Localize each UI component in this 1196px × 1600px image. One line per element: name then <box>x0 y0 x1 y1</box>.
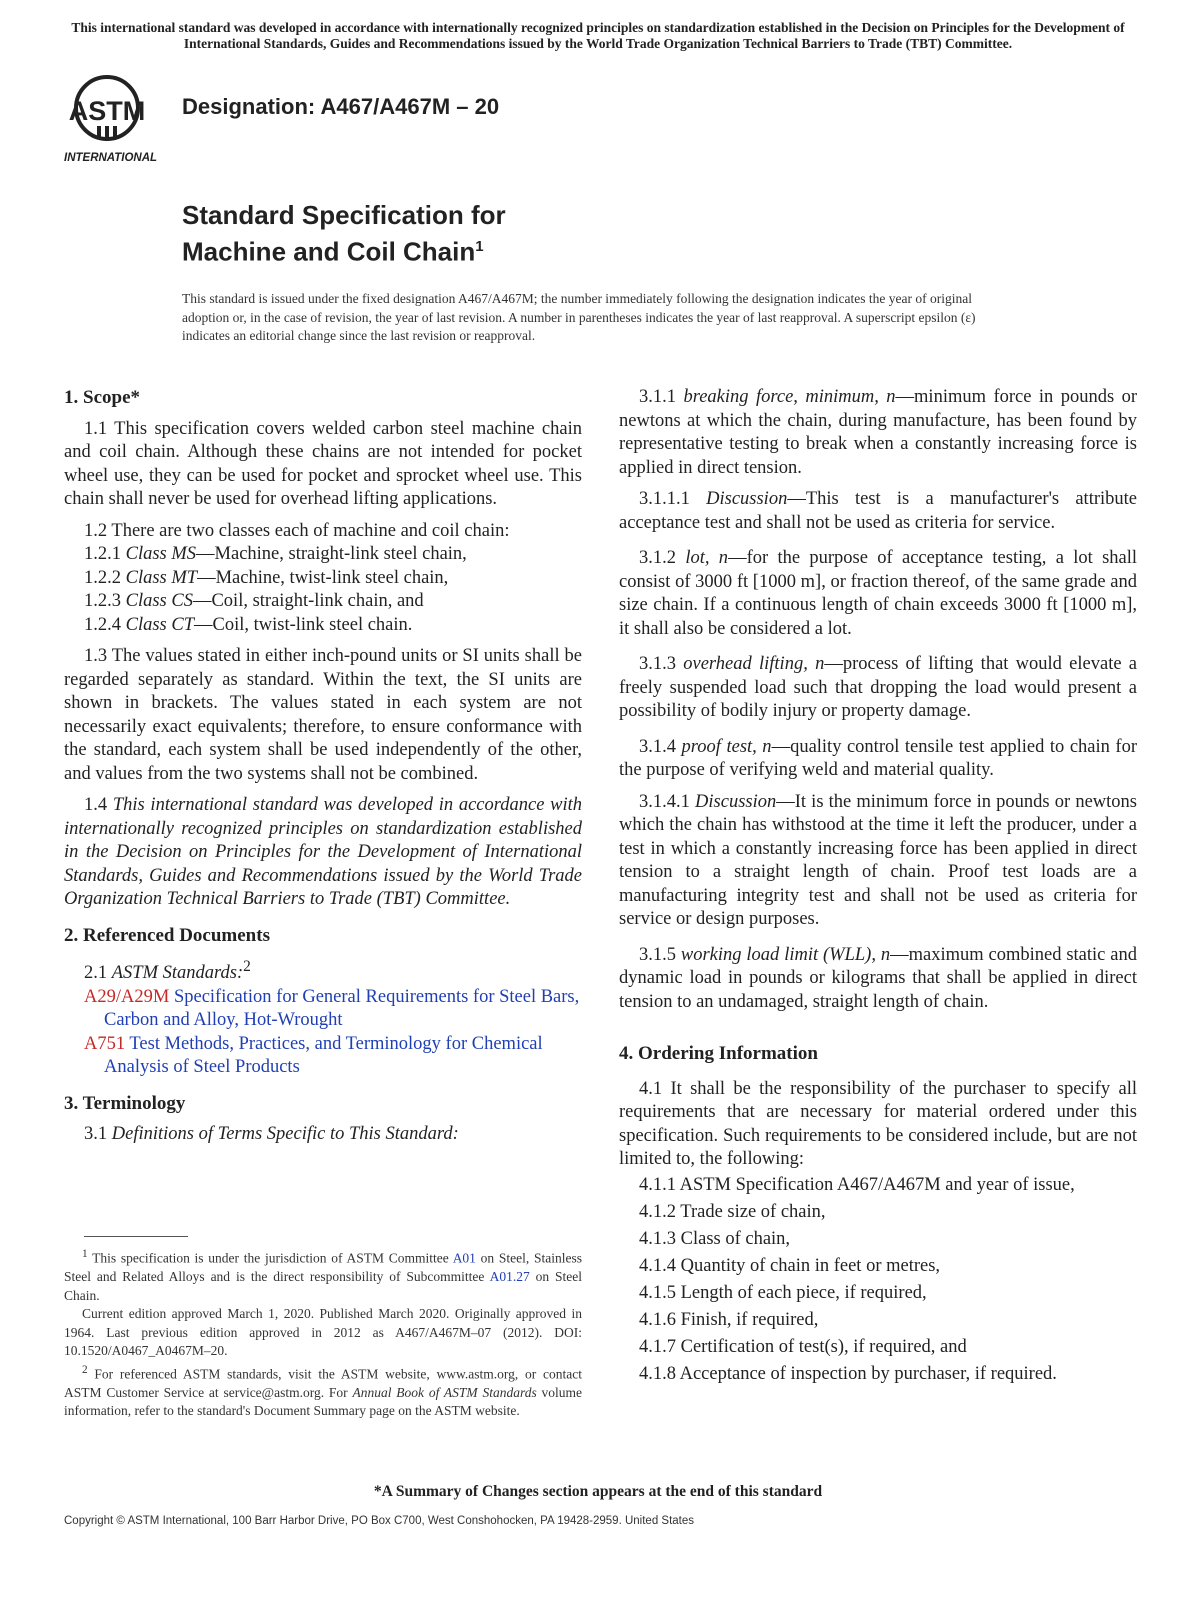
footnote-2: $^2$ For referenced ASTM standards, visit the ASTM website, www.astm.org, or contact ASTM Customer Service at service@astm.org. For Annual Book of ASTM Standards volume information, refer to the standard's Document Summary page on the ASTM website. <box>64 1363 583 1418</box>
list-item: 4.1.7 Certification of test(s), if required, and <box>639 1336 967 1357</box>
para-1-3: 1.3 The values stated in either inch-pound units or SI units shall be regarded separately as standard. Within the text, the SI units are shown in brackets. The values stated in each system are not necessarily exact equivalents; therefore, to ensure conformance with the standard, each system shall be used independently of the other, and values from the two systems shall not be combined. <box>64 646 582 784</box>
list-item: 4.1.6 Finish, if required, <box>639 1309 819 1330</box>
copyright: Copyright © ASTM International, 100 Barr Harbor Drive, PO Box C700, West Conshohocken, PA 19428-2959. United States <box>64 1515 695 1527</box>
footnote-divider <box>84 1236 188 1237</box>
astm-logo <box>60 70 170 165</box>
list-item: 1.2.1 Class MS—Machine, straight-link steel chain, <box>84 544 467 564</box>
para-1-1: 1.1 This specification covers welded carbon steel machine chain and coil chain. Although these chains are not intended for pocket wheel use, they can be used for pocket and sprocket wheel use. This chain shall never be used for overhead lifting applications. <box>64 418 582 509</box>
right-column <box>619 386 1137 1388</box>
section-1-heading: 1. Scope* <box>64 387 140 408</box>
section-3-heading: 3. Terminology <box>64 1092 186 1114</box>
footnotes <box>64 1245 582 1421</box>
list-item: 4.1.2 Trade size of chain, <box>639 1201 826 1222</box>
astm-logo-subtext: INTERNATIONAL <box>64 152 158 164</box>
title-line-2: Machine and Coil Chain <box>182 236 476 267</box>
designation: Designation: A467/A467M – 20 <box>182 94 500 119</box>
intro-paragraph: This standard is issued under the fixed designation A467/A467M; the number immediately following the designation indicates the year of original adoption or, in the case of revision, the year of last revision. A number in parentheses indicates the year of last reapproval. A superscript epsilon (ε) indicates an editorial change since the last revision or reapproval. <box>182 291 976 343</box>
standards-notice: This international standard was developed in accordance with internationally recognized principles on standardization established in the Decision on Principles for the Development of International Standards, Guides and Recommendations issued by the World Trade Organization Technical Barriers to Trade (TBT) Committee. <box>71 20 1125 51</box>
summary-of-changes-note: *A Summary of Changes section appears at the end of this standard <box>373 1483 823 1500</box>
ref-a751[interactable]: A751 Test Methods, Practices, and Terminology for Chemical Analysis of Steel Products <box>84 1033 543 1078</box>
order-list <box>619 1172 1137 1388</box>
list-item: 4.1.4 Quantity of chain in feet or metres, <box>639 1255 941 1276</box>
para-1-4: 1.4 This international standard was developed in accordance with internationally recognized principles on standardization established in the Decision on Principles for the Development of International Standards, Guides and Recommendations issued by the World Trade Organization Technical Barriers to Trade (TBT) Committee. <box>64 795 583 909</box>
page-title <box>182 199 506 268</box>
term-3-1-4: 3.1.4 proof test, n—quality control tensile test applied to chain for the purpose of verifying weld and material quality. <box>619 736 1137 780</box>
left-column <box>64 386 582 1147</box>
section-4-heading: 4. Ordering Information <box>619 1043 818 1064</box>
ref-a29[interactable]: A29/A29M Specification for General Requirements for Steel Bars, Carbon and Alloy, Hot-Wrought <box>84 986 580 1031</box>
section-2-heading: 2. Referenced Documents <box>64 924 270 946</box>
term-3-1-2: 3.1.2 lot, n—for the purpose of acceptance testing, a lot shall consist of 3000 ft [1000 m], or fraction thereof, of the same grade and size chain. If a continuous length of chain exceeds 3000 ft [1000 m], it shall also be considered a lot. <box>619 548 1138 639</box>
term-3-1-1: 3.1.1 breaking force, minimum, n—minimum force in pounds or newtons at which the chain, during manufacture, has been found by representative testing to break when a constantly increasing force is applied in direct tension. <box>619 387 1138 478</box>
footnote-edition: Current edition approved March 1, 2020. Published March 2020. Originally approved in 1964. Last previous edition approved in 2012 as A467/A467M–07 (2012). DOI: 10.1520/A0467_A0467M–20. <box>64 1306 582 1358</box>
term-3-1-4-1: 3.1.4.1 Discussion—It is the minimum force in pounds or newtons which the chain has withstood at the time it left the producer, under a test in which a constantly increasing force has been applied in direct tension to a straight length of chain. Proof test loads are a manufacturing integrity test and shall not be used as criteria for service or design purposes. <box>619 791 1137 929</box>
para-3-1: 3.1 Definitions of Terms Specific to This Standard: <box>84 1124 459 1145</box>
term-3-1-1-1: 3.1.1.1 Discussion—This test is a manufacturer's attribute acceptance test and shall not be used as criteria for service. <box>619 489 1137 533</box>
link-a01-27[interactable]: A01.27 <box>489 1269 530 1284</box>
para-4-1: 4.1 It shall be the responsibility of the purchaser to specify all requirements that are necessary for material ordered under this specification. Such requirements to be considered include, but are not limited to, the following: <box>619 1078 1137 1169</box>
list-item: 1.2.2 Class MT—Machine, twist-link steel chain, <box>84 567 449 588</box>
title-line-1: Standard Specification for <box>182 200 506 230</box>
list-item: 4.1.1 ASTM Specification A467/A467M and year of issue, <box>639 1174 1075 1195</box>
list-item: 4.1.5 Length of each piece, if required, <box>639 1282 927 1303</box>
para-2-1: 2.1 ASTM Standards:$^2$ <box>84 958 251 984</box>
link-a01[interactable]: A01 <box>452 1250 476 1266</box>
para-1-2: 1.2 There are two classes each of machine and coil chain: <box>84 520 510 541</box>
astm-logo-text: ASTM <box>68 96 146 126</box>
title-footnote-mark: 1 <box>475 238 484 255</box>
term-3-1-5: 3.1.5 working load limit (WLL), n—maximum combined static and dynamic load in pounds or kilograms that shall be applied in direct tension to an undamaged, straight length of chain. <box>619 944 1137 1012</box>
list-item: 4.1.8 Acceptance of inspection by purchaser, if required. <box>639 1363 1057 1384</box>
list-item: 1.2.3 Class CS—Coil, straight-link chain, and <box>84 591 424 611</box>
list-item: 4.1.3 Class of chain, <box>639 1228 791 1249</box>
term-3-1-3: 3.1.3 overhead lifting, n—process of lifting that would elevate a freely suspended load such that dropping the load would present a possibility of bodily injury or property damage. <box>619 654 1137 721</box>
footnote-1: $^1$ This specification is under the jurisdiction of ASTM Committee A01 on Steel, Stainless Steel and Related Alloys and is the direct responsibility of Subcommittee A01.27 on Steel Chain. <box>64 1248 583 1303</box>
list-item: 1.2.4 Class CT—Coil, twist-link steel chain. <box>84 614 413 635</box>
class-list <box>64 543 582 637</box>
